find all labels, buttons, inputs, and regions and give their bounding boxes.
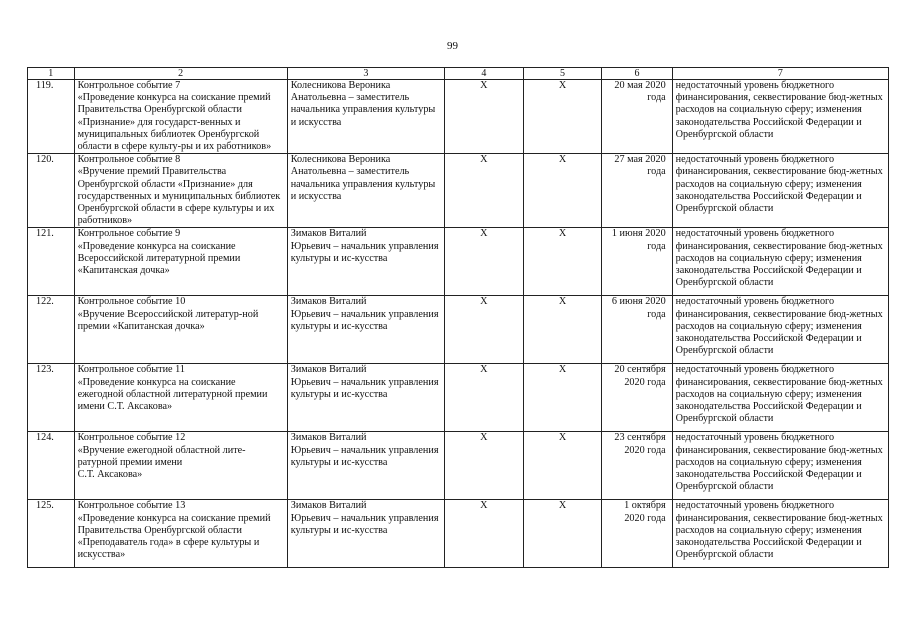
mark-cell: Х — [445, 296, 524, 364]
table-row — [28, 80, 889, 154]
event-description: Контрольное событие 12 «Вручение ежегодной областной лите-ратурной премии имени С.Т. Аксакова» — [74, 432, 287, 500]
responsible-person: Колесникова Вероника Анатольевна – заместитель начальника управления культуры и искусства — [287, 154, 444, 228]
deadline-date: 27 мая 2020 года — [602, 154, 672, 228]
table-row — [28, 364, 889, 432]
mark-cell: Х — [445, 364, 524, 432]
column-header: 5 — [523, 68, 602, 80]
responsible-person: Колесникова Вероника Анатольевна – заместитель начальника управления культуры и искусства — [287, 80, 444, 154]
event-description: Контрольное событие 9 «Проведение конкурса на соискание Всероссийской литературной премии «Капитанская дочка» — [74, 228, 287, 296]
event-description: Контрольное событие 11 «Проведение конкурса на соискание ежегодной областной литературной премии имени С.Т. Аксакова» — [74, 364, 287, 432]
table-row — [28, 296, 889, 364]
page-number: 99 — [447, 40, 458, 52]
row-number: 121. — [28, 228, 75, 296]
event-description: Контрольное событие 8 «Вручение премий Правительства Оренбургской области «Признание» для государственных и муниципальных библиотек Оренбургской области в сфере культуры и их работников» — [74, 154, 287, 228]
row-number: 122. — [28, 296, 75, 364]
risk-description: недостаточный уровень бюджетного финансирования, секвестирование бюд-жетных расходов на социальную сферу; изменения законодательства Российской Федерации и Оренбургской области — [672, 364, 888, 432]
responsible-person: Зимаков Виталий Юрьевич – начальник управления культуры и ис-кусства — [287, 228, 444, 296]
mark-cell: Х — [445, 80, 524, 154]
responsible-person: Зимаков Виталий Юрьевич – начальник управления культуры и ис-кусства — [287, 432, 444, 500]
row-number: 120. — [28, 154, 75, 228]
row-number: 119. — [28, 80, 75, 154]
column-header: 3 — [287, 68, 444, 80]
mark-cell: Х — [445, 154, 524, 228]
row-number: 123. — [28, 364, 75, 432]
row-number: 125. — [28, 500, 75, 568]
control-events-table — [27, 67, 889, 568]
mark-cell: Х — [523, 296, 602, 364]
mark-cell: Х — [445, 500, 524, 568]
deadline-date: 1 октября 2020 года — [602, 500, 672, 568]
risk-description: недостаточный уровень бюджетного финансирования, секвестирование бюд-жетных расходов на социальную сферу; изменения законодательства Российской Федерации и Оренбургской области — [672, 228, 888, 296]
deadline-date: 23 сентября 2020 года — [602, 432, 672, 500]
mark-cell: Х — [523, 500, 602, 568]
mark-cell: Х — [523, 228, 602, 296]
column-header: 4 — [445, 68, 524, 80]
event-description: Контрольное событие 13 «Проведение конкурса на соискание премий Правительства Оренбургской области «Преподаватель года» в сфере культуры и искусства» — [74, 500, 287, 568]
mark-cell: Х — [445, 432, 524, 500]
table-row — [28, 432, 889, 500]
risk-description: недостаточный уровень бюджетного финансирования, секвестирование бюд-жетных расходов на социальную сферу; изменения законодательства Российской Федерации и Оренбургской области — [672, 80, 888, 154]
risk-description: недостаточный уровень бюджетного финансирования, секвестирование бюд-жетных расходов на социальную сферу; изменения законодательства Российской Федерации и Оренбургской области — [672, 296, 888, 364]
table-row — [28, 228, 889, 296]
risk-description: недостаточный уровень бюджетного финансирования, секвестирование бюд-жетных расходов на социальную сферу; изменения законодательства Российской Федерации и Оренбургской области — [672, 432, 888, 500]
risk-description: недостаточный уровень бюджетного финансирования, секвестирование бюд-жетных расходов на социальную сферу; изменения законодательства Российской Федерации и Оренбургской области — [672, 500, 888, 568]
mark-cell: Х — [523, 154, 602, 228]
responsible-person: Зимаков Виталий Юрьевич – начальник управления культуры и ис-кусства — [287, 364, 444, 432]
mark-cell: Х — [523, 80, 602, 154]
table-row — [28, 500, 889, 568]
event-description: Контрольное событие 7 «Проведение конкурса на соискание премий Правительства Оренбургской области «Признание» для государст-венных и муниципальных библиотек Оренбургской области в сфере культу-ры и их работников» — [74, 80, 287, 154]
column-header: 7 — [672, 68, 888, 80]
deadline-date: 1 июня 2020 года — [602, 228, 672, 296]
risk-description: недостаточный уровень бюджетного финансирования, секвестирование бюд-жетных расходов на социальную сферу; изменения законодательства Российской Федерации и Оренбургской области — [672, 154, 888, 228]
deadline-date: 20 мая 2020 года — [602, 80, 672, 154]
responsible-person: Зимаков Виталий Юрьевич – начальник управления культуры и ис-кусства — [287, 296, 444, 364]
row-number: 124. — [28, 432, 75, 500]
responsible-person: Зимаков Виталий Юрьевич – начальник управления культуры и ис-кусства — [287, 500, 444, 568]
column-header: 2 — [74, 68, 287, 80]
event-description: Контрольное событие 10 «Вручение Всероссийской литератур-ной премии «Капитанская дочка» — [74, 296, 287, 364]
mark-cell: Х — [523, 364, 602, 432]
mark-cell: Х — [523, 432, 602, 500]
deadline-date: 6 июня 2020 года — [602, 296, 672, 364]
column-header: 6 — [602, 68, 672, 80]
column-header: 1 — [28, 68, 75, 80]
deadline-date: 20 сентября 2020 года — [602, 364, 672, 432]
header-row — [28, 68, 889, 80]
table-row — [28, 154, 889, 228]
mark-cell: Х — [445, 228, 524, 296]
